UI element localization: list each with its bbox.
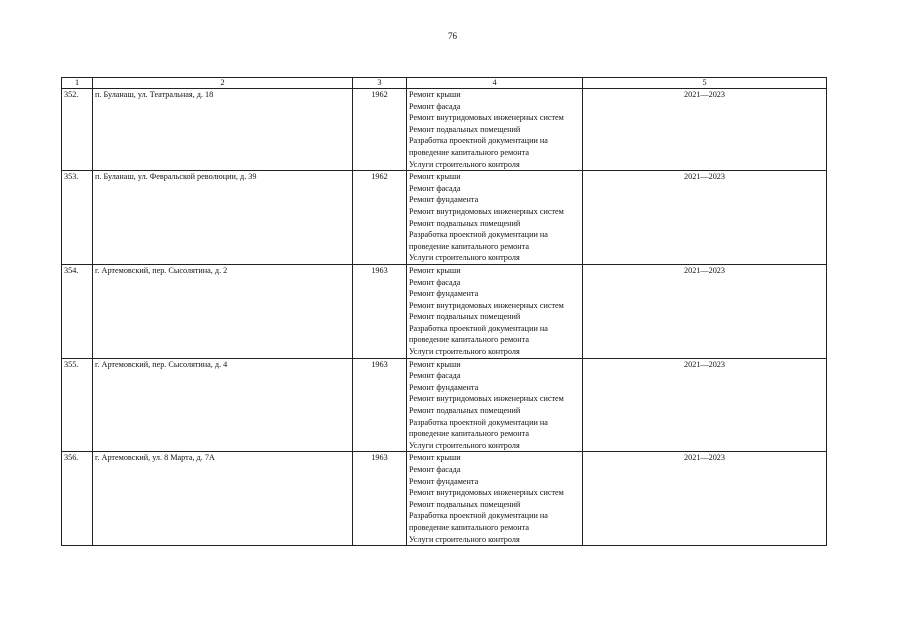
works-list	[407, 358, 583, 452]
work-item: Услуги строительного контроля	[409, 253, 520, 263]
work-item: Ремонт крыши	[409, 90, 461, 99]
work-item: проведение капитального ремонта	[409, 335, 529, 345]
work-item: Услуги строительного контроля	[409, 347, 520, 357]
row-number: 356.	[62, 452, 93, 546]
table-row	[62, 89, 827, 171]
works-list	[407, 264, 583, 358]
work-item: Ремонт фасада	[409, 277, 461, 287]
work-item: Ремонт крыши	[409, 172, 461, 182]
building-address: п. Буланаш, ул. Февральской революции, д. 39	[93, 171, 353, 265]
work-item: Ремонт подвальных помещений	[409, 124, 521, 134]
work-item: проведение капитального ремонта	[409, 429, 529, 439]
work-item: Ремонт фасада	[409, 183, 461, 193]
work-item: Ремонт крыши	[409, 453, 461, 463]
building-address: г. Артемовский, пер. Сысолятина, д. 2	[93, 264, 353, 358]
work-item: Разработка проектной документации на	[409, 136, 548, 146]
work-item: Ремонт внутридомовых инженерных систем	[409, 488, 564, 498]
works-list	[407, 89, 583, 171]
work-item: Услуги строительного контроля	[409, 440, 520, 450]
work-item: Услуги строительного контроля	[409, 159, 520, 169]
table-row	[62, 171, 827, 265]
work-item: проведение капитального ремонта	[409, 241, 529, 251]
repair-program-table	[61, 77, 827, 546]
work-item: Ремонт фундамента	[409, 476, 479, 486]
work-item: проведение капитального ремонта	[409, 522, 529, 532]
column-number-row	[62, 78, 827, 89]
work-item: Разработка проектной документации на	[409, 417, 548, 427]
work-item: Ремонт подвальных помещений	[409, 312, 521, 322]
build-year: 1962	[353, 171, 407, 265]
repair-period: 2021—2023	[583, 89, 827, 171]
works-list	[407, 452, 583, 546]
build-year: 1963	[353, 358, 407, 452]
work-item: Ремонт крыши	[409, 265, 461, 275]
work-item: Ремонт подвальных помещений	[409, 218, 521, 228]
works-list	[407, 171, 583, 265]
row-number: 354.	[62, 264, 93, 358]
work-item: Разработка проектной документации на	[409, 511, 548, 521]
column-header: 2	[93, 78, 353, 89]
building-address: г. Артемовский, ул. 8 Марта, д. 7А	[93, 452, 353, 546]
work-item: Ремонт внутридомовых инженерных систем	[409, 113, 564, 123]
building-address: п. Буланаш, ул. Театральная, д. 18	[93, 89, 353, 171]
work-item: Ремонт фундамента	[409, 289, 479, 299]
column-header: 4	[407, 78, 583, 89]
repair-period: 2021—2023	[583, 452, 827, 546]
table-row	[62, 452, 827, 546]
work-item: Ремонт подвальных помещений	[409, 406, 521, 416]
work-item: Ремонт фундамента	[409, 382, 479, 392]
build-year: 1963	[353, 264, 407, 358]
work-item: Ремонт фундамента	[409, 195, 479, 205]
row-number: 355.	[62, 358, 93, 452]
work-item: Разработка проектной документации на	[409, 323, 548, 333]
repair-period: 2021—2023	[583, 264, 827, 358]
repair-period: 2021—2023	[583, 171, 827, 265]
work-item: Ремонт подвальных помещений	[409, 499, 521, 509]
table-row	[62, 358, 827, 452]
building-address: г. Артемовский, пер. Сысолятина, д. 4	[93, 358, 353, 452]
work-item: Ремонт фасада	[409, 465, 461, 474]
column-header: 3	[353, 78, 407, 89]
build-year: 1963	[353, 452, 407, 546]
work-item: Ремонт внутридомовых инженерных систем	[409, 394, 564, 404]
page-number: 76	[448, 31, 457, 41]
column-header: 5	[583, 78, 827, 89]
row-number: 352.	[62, 89, 93, 171]
column-header: 1	[62, 78, 93, 89]
work-item: Ремонт крыши	[409, 359, 461, 369]
work-item: Ремонт фасада	[409, 371, 461, 381]
build-year: 1962	[353, 89, 407, 171]
work-item: Разработка проектной документации на	[409, 230, 548, 240]
work-item: Ремонт внутридомовых инженерных систем	[409, 206, 564, 216]
work-item: Ремонт внутридомовых инженерных систем	[409, 300, 564, 310]
repair-period: 2021—2023	[583, 358, 827, 452]
work-item: Услуги строительного контроля	[409, 534, 520, 544]
work-item: проведение капитального ремонта	[409, 147, 529, 157]
table-row	[62, 264, 827, 358]
row-number: 353.	[62, 171, 93, 265]
work-item: Ремонт фасада	[409, 101, 461, 111]
